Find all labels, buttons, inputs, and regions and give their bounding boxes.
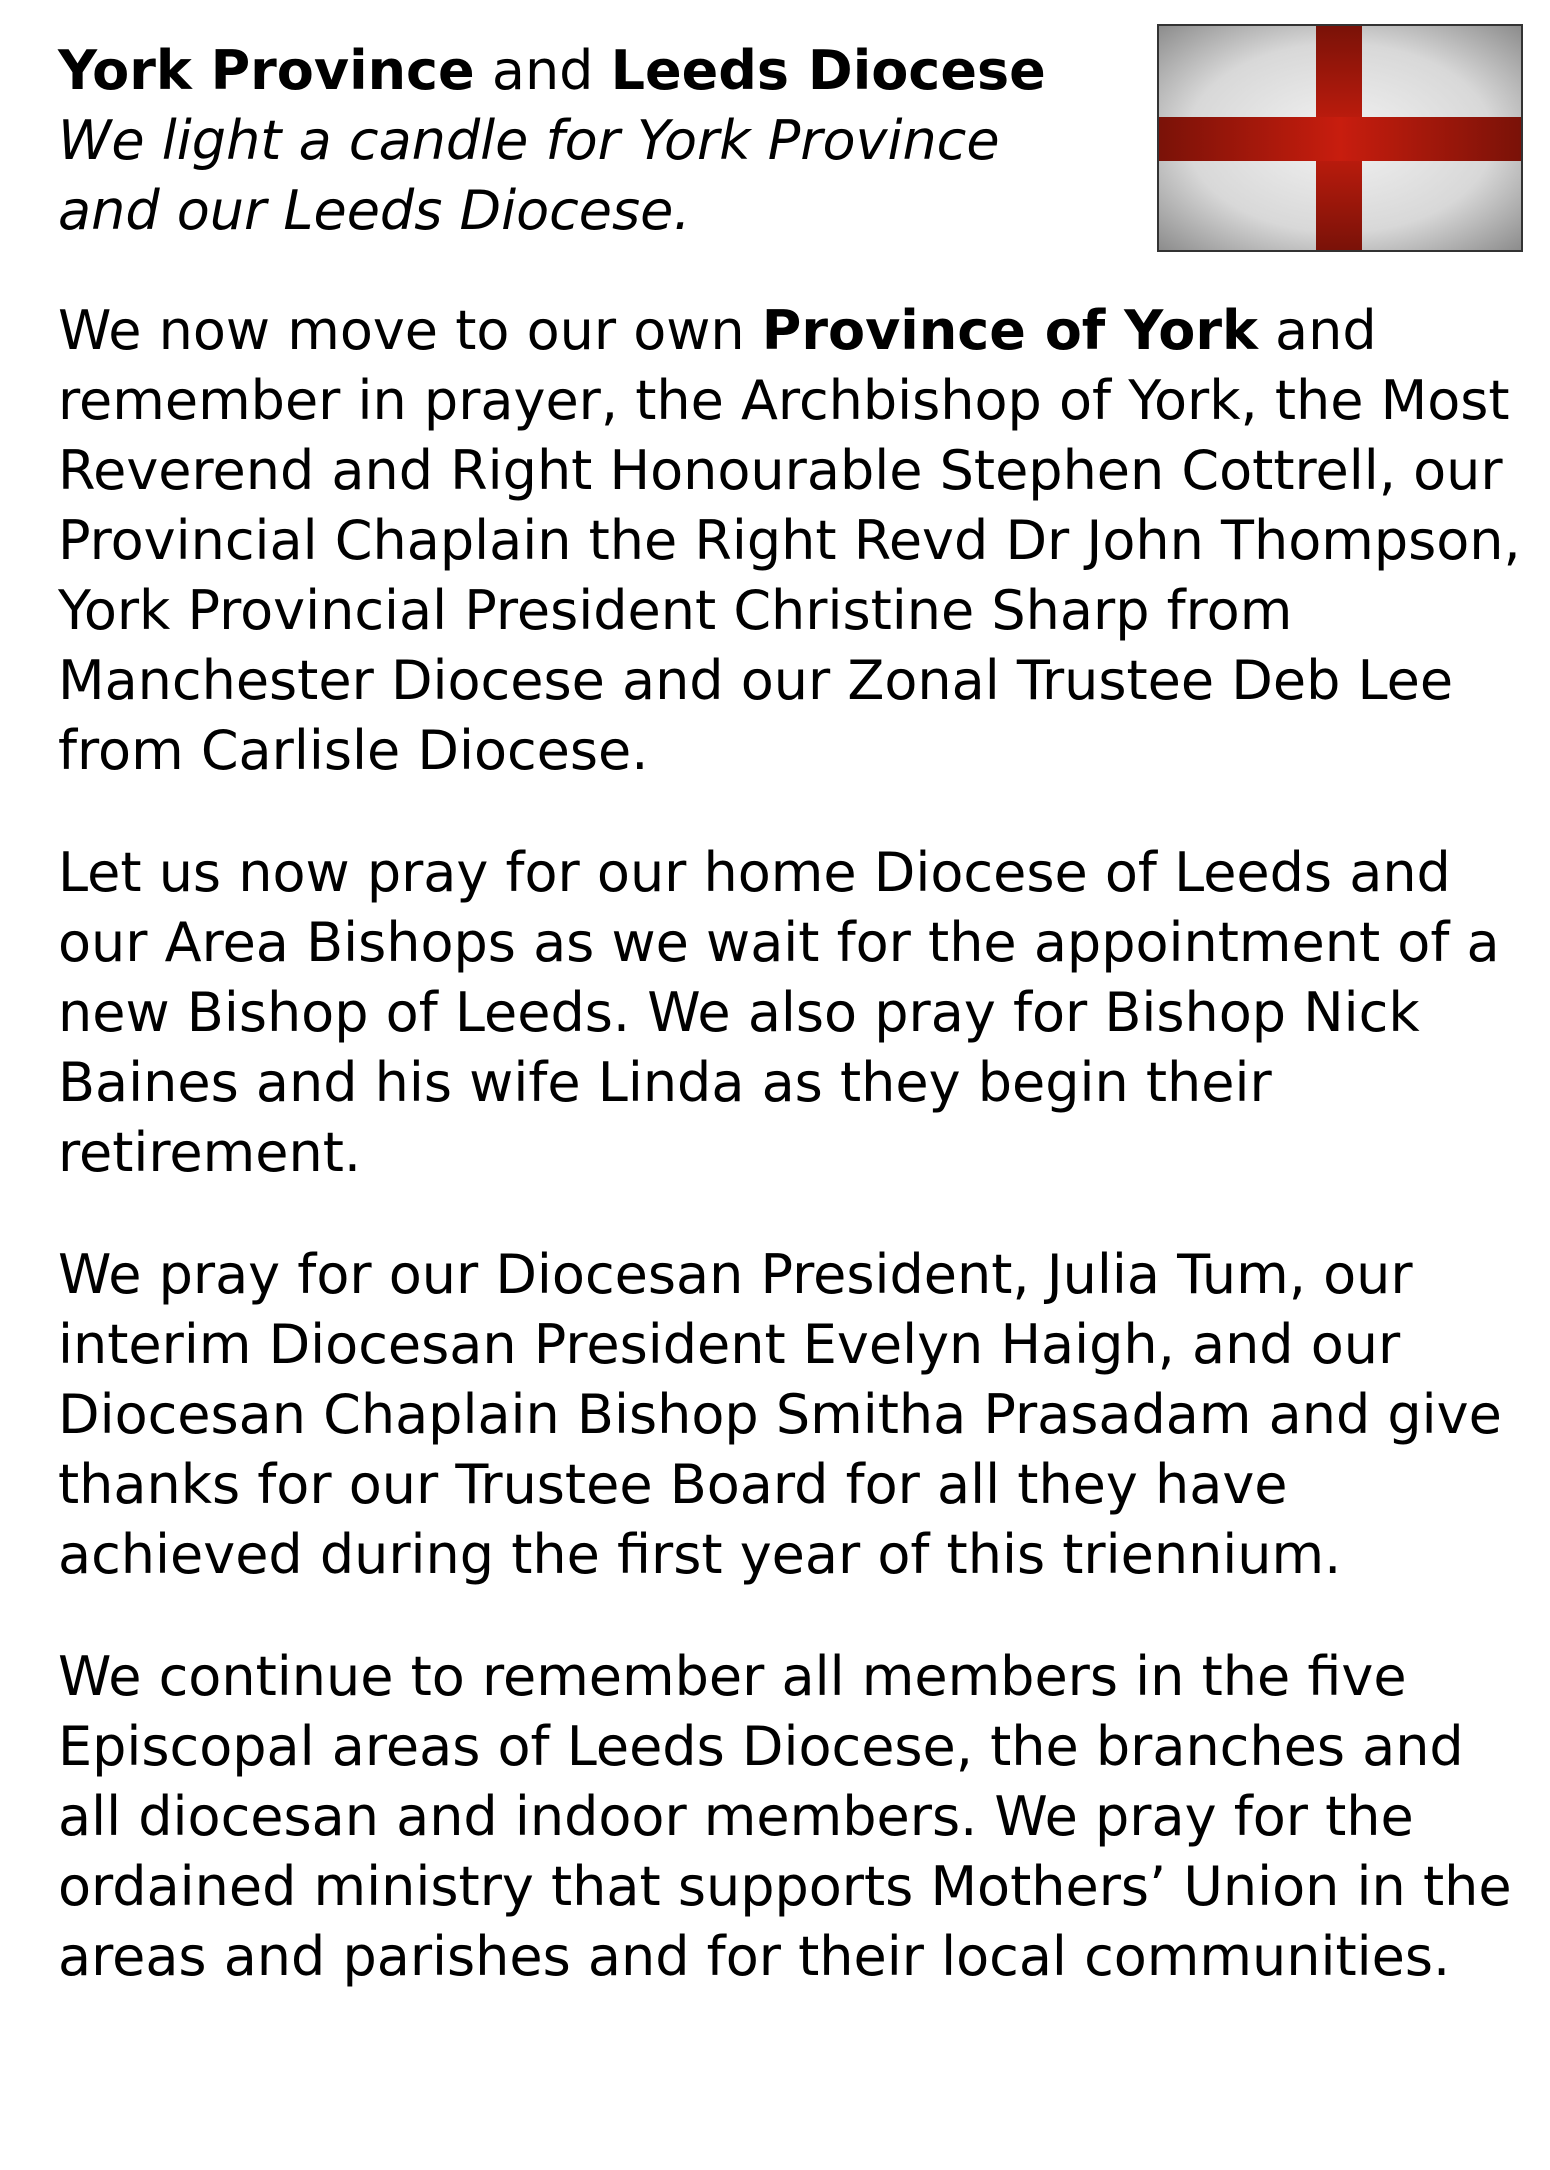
page-title: [58, 36, 1138, 106]
paragraph-province-of-york: [58, 296, 1528, 786]
subtitle: We light a candle for York Province and our Leeds Diocese.: [58, 109, 1000, 242]
title-and: and: [474, 39, 611, 102]
st-george-cross-icon: [1159, 26, 1521, 250]
flag-cross-horizontal: [1159, 117, 1521, 161]
title-york-province: York Province: [58, 39, 475, 102]
title-leeds-diocese: Leeds Diocese: [610, 39, 1046, 102]
p1-rest: and remember in prayer, the Archbishop of York, the Most Reverend and Right Honourable Stephen Cottrell, our Provincial Chaplain the Right Revd Dr John Thompson, York Provincial President Christine Sharp from Manchester Diocese and our Zonal Trustee Deb Lee from Carlisle Diocese.: [58, 299, 1521, 782]
paragraph-members: We continue to remember all members in the five Episcopal areas of Leeds Diocese, the branches and all diocesan and indoor members. We pray for the ordained ministry that supports Mothers’ Union in the areas and parishes and for their local communities.: [58, 1645, 1512, 1988]
p1-lead: We now move to our own: [58, 299, 762, 362]
p1-bold-province: Province of York: [761, 299, 1258, 362]
header: [58, 36, 1138, 246]
prayer-body: [58, 296, 1528, 2044]
st-george-flag-image: [1157, 24, 1523, 252]
paragraph-diocese-of-leeds: Let us now pray for our home Diocese of Leeds and our Area Bishops as we wait for the appointment of a new Bishop of Leeds. We also pray for Bishop Nick Baines and his wife Linda as they begin their retirement.: [58, 841, 1500, 1184]
paragraph-diocesan-president: We pray for our Diocesan President, Julia Tum, our interim Diocesan President Evelyn Haigh, and our Diocesan Chaplain Bishop Smitha Prasadam and give thanks for our Trustee Board for all they have achieved during the first year of this triennium.: [58, 1243, 1502, 1586]
